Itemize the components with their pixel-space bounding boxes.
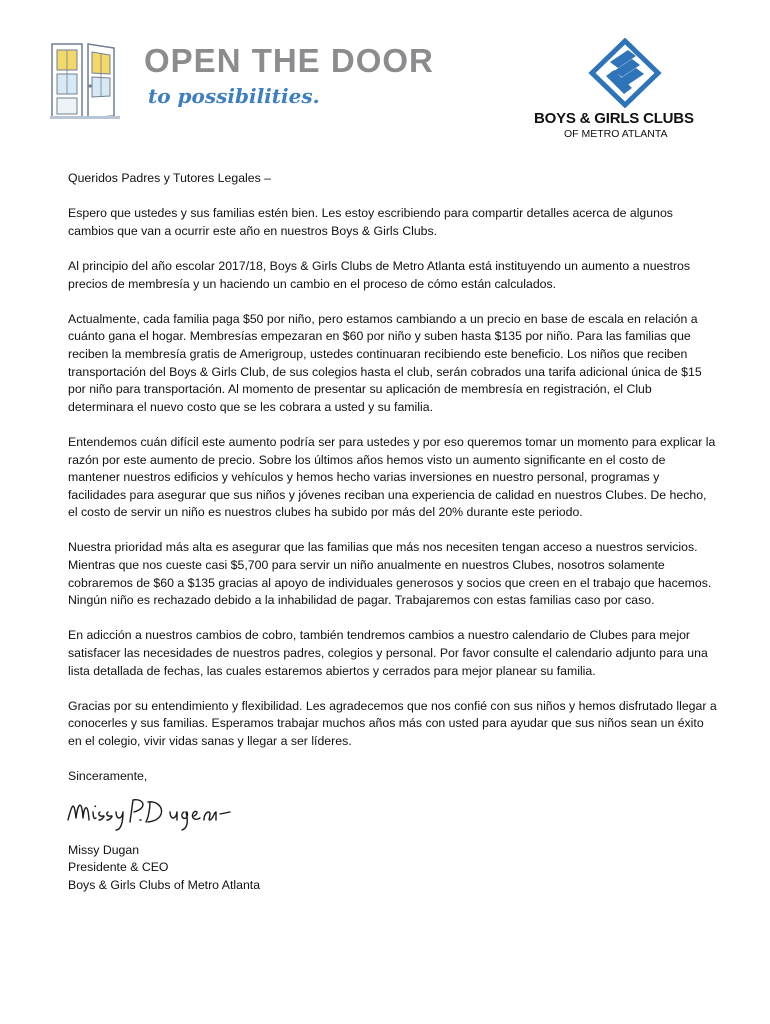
boys-girls-clubs-logo <box>528 38 728 148</box>
letter-body <box>68 170 718 895</box>
campaign-title: OPEN THE DOOR <box>144 42 434 79</box>
paragraph: Gracias por su entendimiento y flexibilidad. Les agradecemos que nos confié con sus niños y hemos disfrutado llegar a conocerles y sus familias. Esperamos trabajar muchos años más con usted para ayudar que sus niños sean un éxito en el colegio, vivir vidas sanas y llegar a ser líderes. <box>68 698 717 748</box>
paragraph: Al principio del año escolar 2017/18, Boys & Girls Clubs de Metro Atlanta está instituyendo un aumento a nuestros precios de membresía y un haciendo un cambio en el proceso de cómo están calculados. <box>68 258 691 291</box>
paragraph: Actualmente, cada familia paga $50 por niño, pero estamos cambiando a un precio en base de escala en relación a cuánto gana el hogar. Membresías empezaran en $60 por niño y suben hasta $135 por niño. Para las familias que reciben la membresía gratis de Amerigroup, ustedes continuaran recibiendo este beneficio. Los niños que reciben transportación del Boys & Girls Club, de sus colegios hasta el club, serán cobrados una tarifa adicional única de $15 por niño para transportación. Al momento de presentar su aplicación de membresía en registración, el Club determinara el nuevo costo que se les cobrara a usted y su familia. <box>68 311 702 414</box>
org-logo-subtitle: OF METRO ATLANTA <box>564 128 668 140</box>
boys-girls-clubs-hands-icon <box>570 38 680 108</box>
door-illustration-icon <box>48 40 128 120</box>
org-logo-name: BOYS & GIRLS CLUBS <box>534 110 694 127</box>
paragraph: En adicción a nuestros cambios de cobro, también tendremos cambios a nuestro calendario de Clubes para mejor satisfacer las necesidades de nuestros padres, colegios y personal. Por favor consulte el calendario adjunto para una lista detallada de fechas, las cuales estaremos abiertos y cerrados para mejor planear su familia. <box>68 628 708 678</box>
paragraph: Espero que ustedes y sus familias estén bien. Les estoy escribiendo para compartir detalles acerca de algunos cambios que van a ocurrir este año en nuestros Boys & Girls Clubs. <box>68 206 673 238</box>
paragraph: Entendemos cuán difícil este aumento podría ser para ustedes y por eso queremos tomar un momento para explicar la razón por este aumento de precio. Sobre los últimos años hemos visto un aumento significante en el costo de mantener nuestros edificios y vehículos y hemos hecho varias inversiones en nuestro personal, programas y facilidades para asegurar que sus niños y jóvenes reciban una experiencia de calidad en nuestros Clubes. De hecho, el costo de servir un niño es nuestros clubes ha subido por más del 20% durante este periodo. <box>68 434 716 520</box>
greeting: Queridos Padres y Tutores Legales – <box>68 171 272 185</box>
signer-title: Presidente & CEO <box>68 860 169 875</box>
signature-block <box>68 842 718 895</box>
campaign-tagline: to possibilities. <box>148 84 320 108</box>
closing: Sinceramente, <box>68 769 148 784</box>
letterhead <box>0 0 770 160</box>
open-the-door-logo <box>48 40 434 120</box>
paragraph: Nuestra prioridad más alta es asegurar que las familias que más nos necesiten tengan acceso a nuestros servicios. Mientras que nos cueste casi $5,700 para servir un niño anualmente en nuestros Clubes, nosotros solamente cobraremos de $60 a $135 gracias al apoyo de individuales generosos y socios que creen en el trabajo que hacemos. Ningún niño es rechazado debido a la inhabilidad de pagar. Trabajaremos con estas familias caso por caso. <box>68 540 712 608</box>
signer-name: Missy Dugan <box>68 842 140 857</box>
handwritten-signature <box>64 790 234 834</box>
signer-organization: Boys & Girls Clubs of Metro Atlanta <box>68 877 261 892</box>
